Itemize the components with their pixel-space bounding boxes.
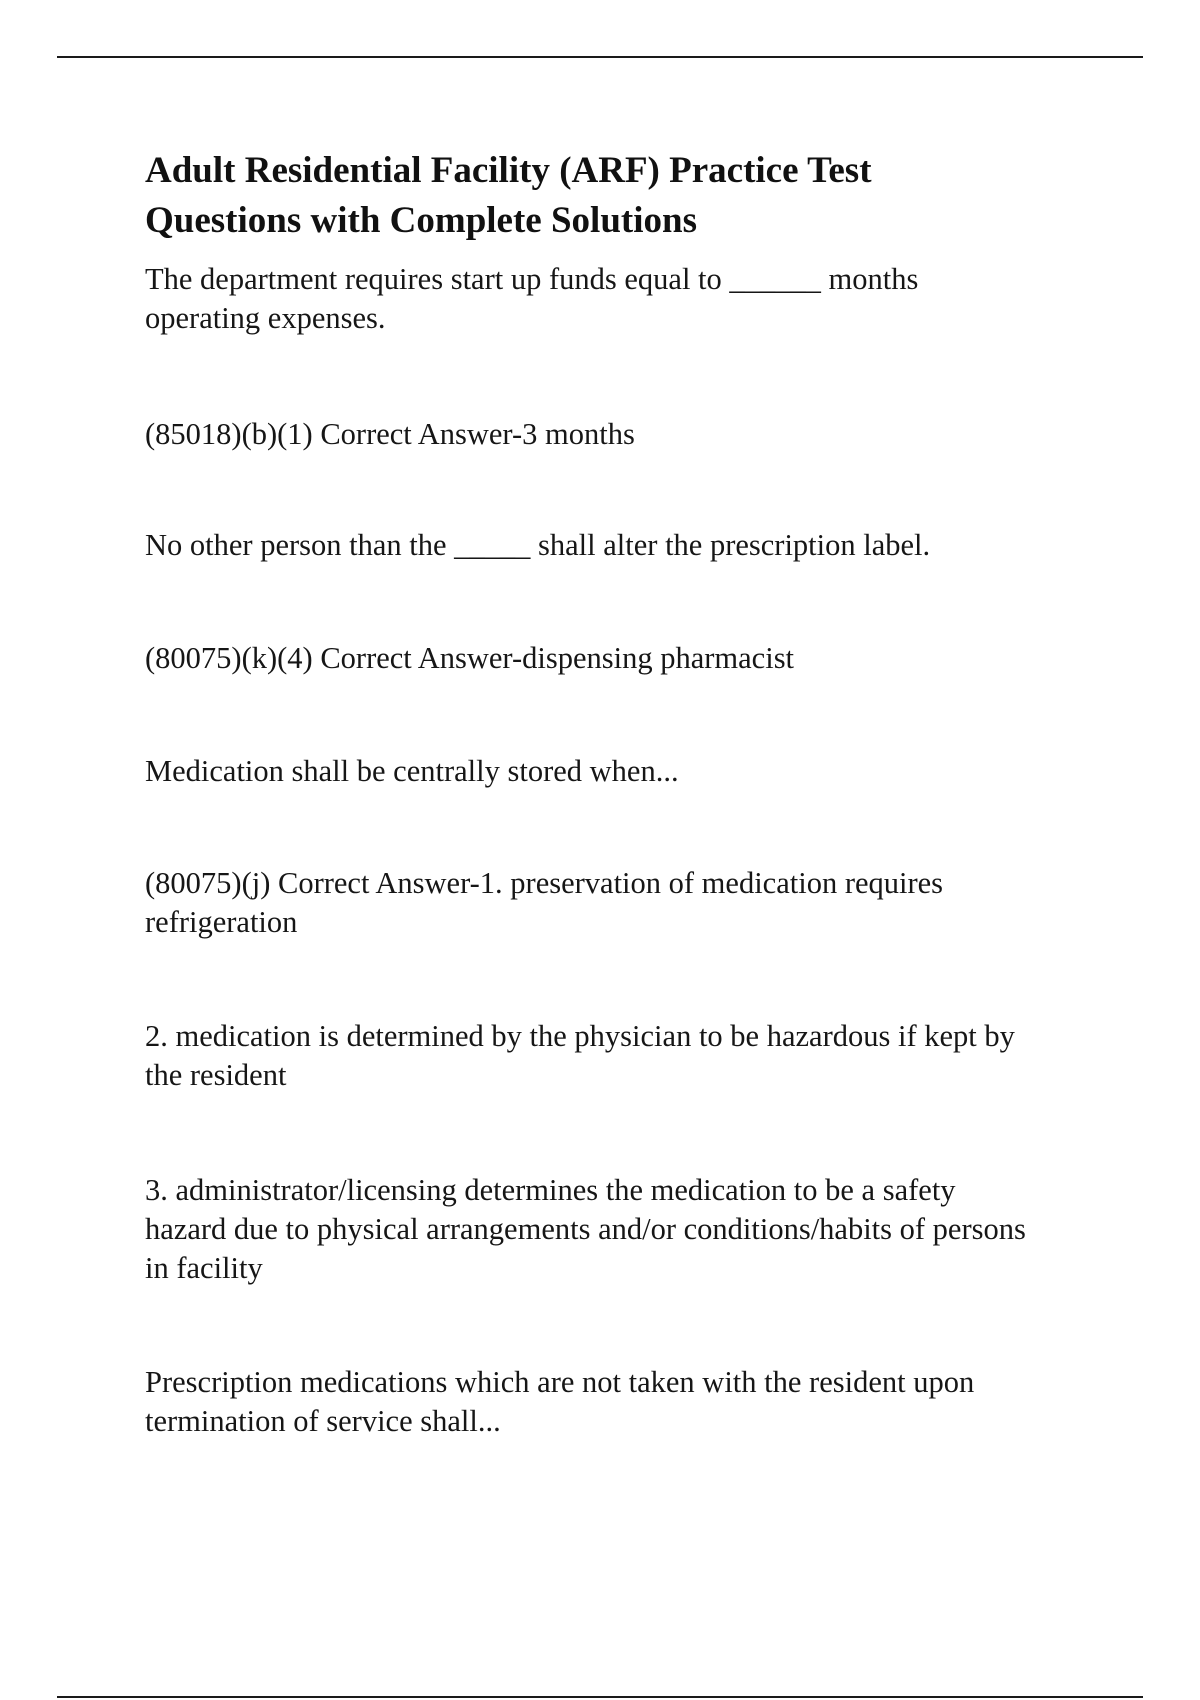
paragraph-line: (80075)(j) Correct Answer-1. preservation of medication requires xyxy=(145,866,944,900)
answer-central-storage-2 xyxy=(145,1017,1095,1095)
answer-startup-funds xyxy=(145,415,1095,454)
question-termination-of-service xyxy=(145,1363,1095,1441)
answer-prescription-label xyxy=(145,639,1095,678)
question-prescription-label xyxy=(145,526,1095,565)
paragraph-line: 2. medication is determined by the physician to be hazardous if kept by xyxy=(145,1019,1015,1053)
paragraph-line: hazard due to physical arrangements and/or conditions/habits of persons xyxy=(145,1212,1026,1246)
answer-central-storage-3 xyxy=(145,1171,1095,1288)
answer-central-storage-1 xyxy=(145,864,1095,942)
paragraph-line: 3. administrator/licensing determines the medication to be a safety xyxy=(145,1173,956,1207)
paragraph-line: (80075)(k)(4) Correct Answer-dispensing pharmacist xyxy=(145,641,795,675)
title-line-1: Adult Residential Facility (ARF) Practice Test xyxy=(145,150,872,191)
paragraph-line: the resident xyxy=(145,1058,287,1092)
question-startup-funds xyxy=(145,260,1095,338)
footer-rule xyxy=(57,1696,1143,1698)
paragraph-line: Prescription medications which are not taken with the resident upon xyxy=(145,1365,975,1399)
paragraph-line: termination of service shall... xyxy=(145,1404,501,1438)
paragraph-line: No other person than the _____ shall alter the prescription label. xyxy=(145,528,931,562)
paragraph-line: in facility xyxy=(145,1251,263,1285)
document-title xyxy=(145,146,1105,246)
paragraph-line: refrigeration xyxy=(145,905,298,939)
paragraph-line: The department requires start up funds equal to ______ months xyxy=(145,262,919,296)
header-rule xyxy=(57,56,1143,58)
title-line-2: Questions with Complete Solutions xyxy=(145,200,697,241)
question-central-storage xyxy=(145,752,1095,791)
paragraph-line: (85018)(b)(1) Correct Answer-3 months xyxy=(145,417,635,451)
paragraph-line: Medication shall be centrally stored when... xyxy=(145,754,679,788)
paragraph-line: operating expenses. xyxy=(145,301,386,335)
